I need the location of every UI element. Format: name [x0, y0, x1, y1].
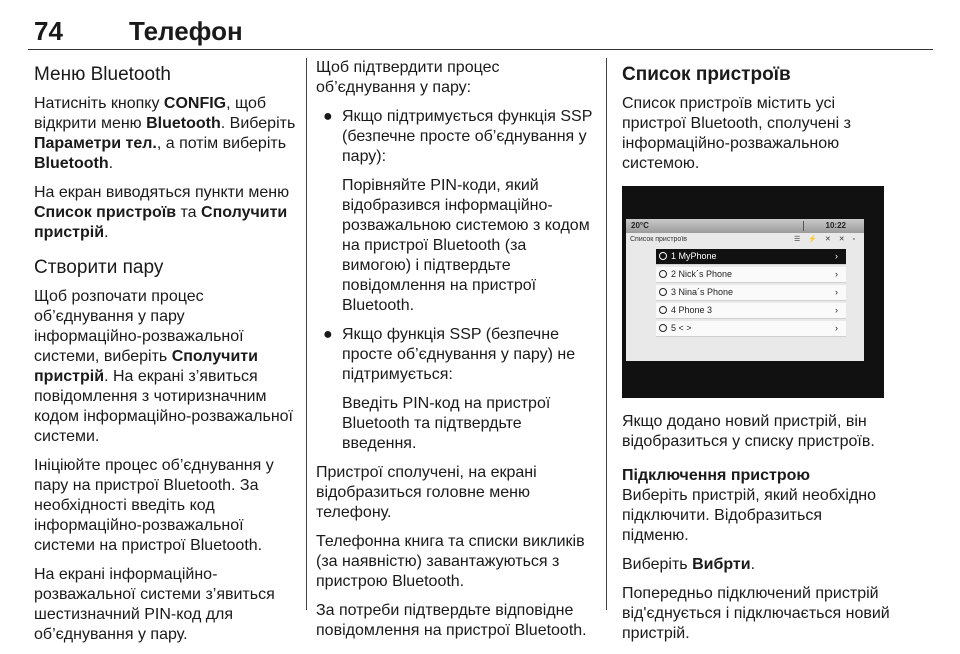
section-heading-bluetooth-menu: Меню Bluetooth [34, 64, 171, 85]
paragraph: Виберіть пристрій, який необхідно підключити. Відобразиться підменю. [622, 487, 877, 544]
paragraph: Список пристроїв містить усі пристрої Bluetooth, сполучені з інформаційно-розважальною системою. [622, 95, 851, 172]
paragraph: На екрані інформаційно-розважальної системи з’явиться шестизначний PIN-код для об’єднування у пару. [34, 566, 275, 643]
infotainment-display [626, 219, 864, 361]
text-run: Щоб розпочати процес об’єднування у пару інформаційно-розважальної системи, виберіть [34, 288, 244, 365]
device-list-item[interactable] [656, 249, 846, 265]
paragraph: Ініціюйте процес об’єднування у пару на пристрої Bluetooth. За необхідності введіть код інформаційно-розважальної системи на пристрої Bluetooth. [34, 457, 274, 554]
bullet-item [316, 107, 598, 167]
device-label: 1 MyPhone [671, 251, 717, 261]
text-run: Виберіть [622, 556, 693, 573]
menu-term: Bluetooth [34, 155, 109, 172]
bullet-subtext: Порівняйте PIN-коди, який відобразився інформаційно-розважальною системою з кодом на пристрої Bluetooth (за вимогою) і підтвердьте повідомлення на пристрої Bluetooth. [342, 177, 590, 314]
paragraph: Щоб підтвердити процес об’єднування у пару: [316, 59, 500, 96]
paragraph: Якщо додано новий пристрій, він відобразиться у списку пристроїв. [622, 413, 875, 450]
device-list-item[interactable] [656, 303, 846, 319]
text-run: . [108, 155, 114, 172]
bullet-text: Якщо підтримується функція SSP (безпечне просте об’єднування у пару): [342, 108, 593, 165]
menu-term: Список пристроїв [34, 204, 177, 221]
menu-term: Bluetooth [146, 115, 221, 132]
page-title: Телефон [129, 16, 243, 46]
device-status-icon [659, 252, 667, 260]
status-separator [803, 221, 804, 231]
menu-term: Параметри тел. [34, 135, 157, 152]
menu-term: CONFIG [163, 95, 227, 112]
text-run: . На екрані з’явиться повідомлення з чотиризначним кодом інформаційно-розважальної системи. [34, 368, 293, 445]
text-run: . [750, 556, 756, 573]
chevron-right-icon: › [835, 269, 838, 279]
text-run: . Виберіть [220, 115, 296, 132]
paragraph [622, 555, 892, 575]
device-list-screenshot [622, 186, 884, 398]
column-1 [34, 58, 296, 654]
bullet-text: Якщо функція SSP (безпечне просте об’єднування у пару) не підтримується: [342, 326, 576, 383]
column-2 [316, 58, 598, 650]
column-3 [622, 58, 892, 653]
chevron-right-icon: › [835, 251, 838, 261]
paragraph: Пристрої сполучені, на екрані відобразиться головне меню телефону. [316, 464, 537, 521]
column-divider-2 [606, 58, 607, 610]
paragraph [34, 183, 296, 243]
device-label: 2 Nick´s Phone [671, 269, 733, 279]
menu-term: Сполучити пристрій [34, 204, 288, 241]
temperature-readout: 20°C [631, 221, 649, 230]
paragraph: За потреби підтвердьте відповідне повідомлення на пристрої Bluetooth. [316, 602, 587, 639]
section-heading-create-pair: Створити пару [34, 257, 164, 278]
device-label: 4 Phone 3 [671, 305, 713, 315]
subsection-heading-connect: Підключення пристрою [622, 467, 811, 484]
status-icons: ☰ ⚡ ✕ ✕ ▫ [794, 236, 858, 243]
section-heading-device-list: Список пристроїв [622, 64, 791, 85]
device-label: 5 < > [671, 323, 692, 333]
paragraph [34, 287, 296, 447]
paragraph: Телефонна книга та списки викликів (за наявністю) завантажуються з пристрою Bluetooth. [316, 533, 585, 590]
device-list-title: Список пристроїв [630, 236, 687, 243]
device-list-item[interactable] [656, 285, 846, 301]
page-number: 74 [34, 16, 63, 46]
header-rule [28, 49, 933, 50]
chevron-right-icon: › [835, 287, 838, 297]
menu-term: Сполучити пристрій [34, 348, 258, 385]
chevron-right-icon: › [835, 305, 838, 315]
clock-readout: 10:22 [825, 221, 846, 230]
text-run: , а потім виберіть [156, 135, 287, 152]
device-list-item[interactable] [656, 267, 846, 283]
page-header [28, 14, 933, 50]
bullet-item [316, 325, 598, 385]
bullet-icon: ● [323, 108, 333, 125]
text-run: , щоб відкрити меню [34, 95, 267, 132]
text-run: та [176, 204, 202, 221]
text-run: . [104, 224, 109, 241]
text-run: Натисніть кнопку [34, 95, 164, 112]
bullet-subtext: Введіть PIN-код на пристрої Bluetooth та підтвердьте введення. [342, 395, 551, 452]
device-list-item[interactable] [656, 321, 846, 337]
device-status-icon [659, 270, 667, 278]
chevron-right-icon: › [835, 323, 838, 333]
device-status-icon [659, 324, 667, 332]
device-status-icon [659, 288, 667, 296]
bullet-icon: ● [323, 326, 333, 343]
device-list [656, 249, 846, 339]
display-status-bar [626, 219, 864, 233]
device-label: 3 Nina´s Phone [671, 287, 734, 297]
display-title-bar [626, 233, 864, 246]
paragraph [34, 94, 296, 174]
device-status-icon [659, 306, 667, 314]
menu-term: Вибрти [692, 556, 751, 573]
text-run: На екран виводяться пункти меню [34, 184, 290, 201]
column-divider-1 [306, 58, 307, 610]
paragraph: Попередньо підключений пристрій від'єднується і підключається новий пристрій. [622, 585, 890, 642]
